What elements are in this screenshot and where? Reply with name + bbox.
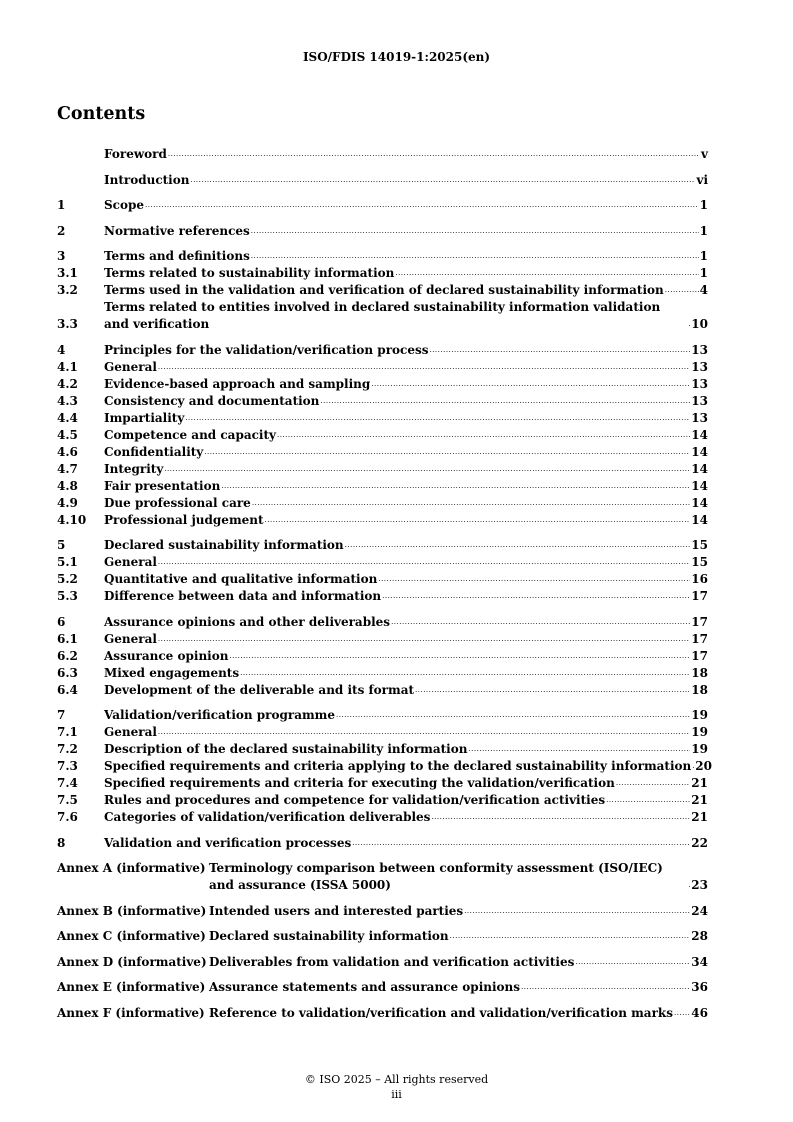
toc-entry-page: 14 xyxy=(691,478,708,493)
toc-entry[interactable] xyxy=(57,359,708,376)
page-title: Contents xyxy=(57,104,146,124)
toc-leader-dots xyxy=(265,514,691,526)
toc-entry-body xyxy=(104,614,708,631)
toc-entry[interactable] xyxy=(57,665,708,682)
toc-entry-number: 7.1 xyxy=(57,725,78,739)
toc-entry-number: 5.3 xyxy=(57,589,78,603)
toc-leader-dots xyxy=(575,956,690,968)
toc-annex-label: Annex F (informative) xyxy=(57,1005,205,1020)
toc-entry-body xyxy=(104,835,708,852)
toc-leader-dots xyxy=(688,318,690,330)
toc-entry-body xyxy=(104,537,708,554)
toc-entry-number: 4 xyxy=(57,342,66,357)
toc-entry-body xyxy=(104,342,708,359)
toc-entry-page: 36 xyxy=(691,980,708,994)
toc-entry-number: 4.4 xyxy=(57,410,78,425)
toc-entry-page: 13 xyxy=(691,393,708,408)
toc-entry-page: 28 xyxy=(691,929,708,943)
toc-entry[interactable] xyxy=(57,682,708,699)
toc-entry-page: 19 xyxy=(691,708,708,722)
toc-entry-body xyxy=(104,775,708,792)
toc-leader-dots xyxy=(158,633,690,645)
toc-entry-body xyxy=(104,554,708,571)
toc-entry-number: 4.7 xyxy=(57,461,78,476)
toc-entry-number: 4.9 xyxy=(57,495,78,510)
toc-entry-title: Validation/verification programme xyxy=(104,708,336,722)
toc-entry-title: General xyxy=(104,359,157,374)
toc-entry-number: 7.4 xyxy=(57,776,78,790)
toc-entry-number: 4.1 xyxy=(57,359,78,374)
toc-leader-dots xyxy=(521,981,690,993)
toc-entry[interactable] xyxy=(57,588,708,605)
table-of-contents xyxy=(57,146,712,1022)
toc-entry-body xyxy=(104,665,708,682)
toc-leader-dots xyxy=(251,225,699,237)
toc-entry-number: 6.1 xyxy=(57,631,78,646)
toc-leader-dots xyxy=(429,344,690,356)
toc-leader-dots xyxy=(164,463,690,475)
toc-entry-title: Assurance opinion xyxy=(104,648,229,663)
toc-entry-number: 3.3 xyxy=(57,317,78,331)
toc-entry-number: 5.2 xyxy=(57,572,78,586)
toc-entry-title: General xyxy=(104,725,157,739)
toc-entry-page: 17 xyxy=(691,589,708,603)
toc-entry[interactable] xyxy=(57,248,708,265)
toc-entry[interactable] xyxy=(57,614,708,631)
toc-entry[interactable] xyxy=(57,775,708,792)
toc-entry-title: Categories of validation/verification deliverables xyxy=(104,810,431,824)
toc-entry-number: 4.2 xyxy=(57,376,78,391)
toc-entry-page: 21 xyxy=(691,793,708,807)
toc-entry-body xyxy=(104,809,708,826)
toc-entry-number: 6 xyxy=(57,614,66,629)
toc-leader-dots xyxy=(616,777,690,789)
toc-leader-dots xyxy=(252,497,690,509)
toc-entry-number: 7.2 xyxy=(57,742,78,756)
toc-entry[interactable] xyxy=(57,172,708,189)
toc-entry-page: 13 xyxy=(691,376,708,391)
toc-entry[interactable] xyxy=(57,758,712,775)
toc-entry-body xyxy=(209,928,708,945)
toc-leader-dots xyxy=(336,709,690,721)
toc-annex-label: Annex B (informative) xyxy=(57,903,207,918)
toc-entry-title: Mixed engagements xyxy=(104,665,240,680)
toc-leader-dots xyxy=(468,743,690,755)
toc-entry-body xyxy=(104,648,708,665)
toc-entry-title: Difference between data and information xyxy=(104,589,382,603)
toc-entry-page: 1 xyxy=(699,223,708,238)
toc-leader-dots xyxy=(185,412,690,424)
toc-entry-page: 14 xyxy=(691,461,708,476)
toc-entry-title: Quantitative and qualitative information xyxy=(104,572,378,586)
toc-entry[interactable] xyxy=(57,393,708,410)
toc-entry-body xyxy=(104,427,708,444)
document-header: ISO/FDIS 14019-1:2025(en) xyxy=(302,50,491,64)
toc-entry-page: 20 xyxy=(695,759,712,773)
toc-entry[interactable] xyxy=(57,724,708,741)
toc-entry-title: General xyxy=(104,555,157,569)
toc-entry-title: Due professional care xyxy=(104,495,251,510)
toc-entry-number: 6.2 xyxy=(57,648,78,663)
toc-leader-dots xyxy=(378,573,690,585)
toc-entry-number: 4.3 xyxy=(57,393,78,408)
toc-entry-title: Description of the declared sustainability information xyxy=(104,742,468,756)
toc-entry-page: 13 xyxy=(691,342,708,357)
toc-entry-body xyxy=(209,860,708,894)
toc-entry[interactable] xyxy=(57,427,708,444)
toc-annex-label: Annex D (informative) xyxy=(57,954,207,969)
toc-leader-dots xyxy=(431,811,690,823)
toc-entry-title: Deliverables from validation and verification activities xyxy=(209,954,575,969)
toc-entry-title: Terms used in the validation and verification of declared sustainability information xyxy=(104,283,664,297)
toc-entry-page: 15 xyxy=(691,555,708,569)
toc-entry-title: Fair presentation xyxy=(104,478,221,493)
toc-entry-title: Confidentiality xyxy=(104,444,204,459)
toc-annex-entry[interactable] xyxy=(57,860,708,894)
toc-leader-dots xyxy=(221,480,690,492)
toc-entry-number: 3 xyxy=(57,249,66,263)
toc-entry[interactable] xyxy=(57,809,708,826)
toc-entry-title: Assurance statements and assurance opinions xyxy=(209,980,521,994)
toc-leader-dots xyxy=(395,267,698,279)
toc-entry[interactable] xyxy=(57,571,708,588)
toc-entry[interactable] xyxy=(57,376,708,393)
toc-entry[interactable] xyxy=(57,648,708,665)
toc-leader-dots xyxy=(158,361,690,373)
toc-entry-body xyxy=(209,1005,708,1022)
toc-entry-title: Validation and verification processes xyxy=(104,835,352,850)
toc-entry[interactable] xyxy=(57,410,708,427)
toc-entry[interactable] xyxy=(57,512,708,529)
toc-entry[interactable] xyxy=(57,741,708,758)
toc-entry[interactable] xyxy=(57,792,708,809)
toc-entry-title: Professional judgement xyxy=(104,512,264,527)
toc-entry-number: 7.5 xyxy=(57,793,78,807)
toc-entry-title: Assurance opinions and other deliverables xyxy=(104,614,391,629)
toc-entry-number: 6.4 xyxy=(57,682,78,697)
toc-entry-number: 3.2 xyxy=(57,283,78,297)
toc-entry-title: General xyxy=(104,631,157,646)
toc-entry-body xyxy=(104,282,708,299)
toc-leader-dots xyxy=(464,905,690,917)
toc-entry-number: 1 xyxy=(57,198,66,212)
toc-leader-dots xyxy=(665,284,699,296)
toc-entry-body xyxy=(104,792,708,809)
toc-entry-body xyxy=(104,741,708,758)
toc-entry-number: 5.1 xyxy=(57,555,78,569)
toc-annex-label: Annex E (informative) xyxy=(57,980,206,994)
toc-entry[interactable] xyxy=(57,223,708,240)
toc-entry-page: 17 xyxy=(691,648,708,663)
toc-entry-body xyxy=(104,478,708,495)
toc-entry-page: 19 xyxy=(691,725,708,739)
toc-entry-page: 19 xyxy=(691,742,708,756)
toc-entry[interactable] xyxy=(57,282,708,299)
toc-entry-title: Scope xyxy=(104,198,145,212)
toc-entry-title: Reference to validation/verification and validation/verification marks xyxy=(209,1005,673,1020)
toc-entry-body xyxy=(104,197,708,214)
toc-entry-title: Development of the deliverable and its format xyxy=(104,682,415,697)
toc-entry-page: 13 xyxy=(691,359,708,374)
toc-entry[interactable] xyxy=(57,265,708,282)
toc-entry-body xyxy=(104,495,708,512)
toc-annex-entry[interactable] xyxy=(57,954,708,971)
toc-entry-body xyxy=(104,359,708,376)
toc-entry-number: 4.6 xyxy=(57,444,78,459)
toc-entry-title: Normative references xyxy=(104,223,250,238)
toc-entry-body xyxy=(104,461,708,478)
toc-entry-page: 46 xyxy=(691,1005,708,1020)
toc-entry-title: Intended users and interested parties xyxy=(209,903,464,918)
toc-leader-dots xyxy=(190,174,695,186)
toc-entry-body xyxy=(104,265,708,282)
toc-entry-title: Terminology comparison between conformity assessment (ISO/IEC) and assurance (ISSA 5000) xyxy=(209,861,663,892)
toc-entry-title: Declared sustainability information xyxy=(209,929,449,943)
toc-entry-title: Impartiality xyxy=(104,410,185,425)
toc-entry[interactable] xyxy=(57,146,708,163)
toc-entry-number: 5 xyxy=(57,538,66,552)
toc-entry[interactable] xyxy=(57,707,708,724)
toc-entry-title: Terms related to entities involved in declared sustainability information validation and verification xyxy=(104,300,661,331)
toc-leader-dots xyxy=(229,650,690,662)
toc-entry-page: 22 xyxy=(691,835,708,850)
toc-entry-number: 7.6 xyxy=(57,810,78,824)
toc-annex-entry[interactable] xyxy=(57,903,708,920)
toc-entry-number: 7.3 xyxy=(57,759,78,773)
toc-entry[interactable] xyxy=(57,495,708,512)
toc-entry-body xyxy=(104,248,708,265)
toc-entry-title: Declared sustainability information xyxy=(104,538,344,552)
toc-entry-page: 21 xyxy=(691,776,708,790)
toc-entry-body xyxy=(209,954,708,971)
toc-entry-page: 14 xyxy=(691,444,708,459)
toc-entry-body xyxy=(104,571,708,588)
toc-entry-body xyxy=(104,376,708,393)
toc-entry-page: 1 xyxy=(699,266,708,280)
toc-entry-body xyxy=(104,682,708,699)
toc-entry-page: 23 xyxy=(691,878,708,892)
toc-entry-page: 13 xyxy=(691,410,708,425)
page-footer xyxy=(0,1072,793,1102)
toc-leader-dots xyxy=(345,539,691,551)
toc-entry-page: 15 xyxy=(691,538,708,552)
toc-entry-title: Rules and procedures and competence for validation/verification activities xyxy=(104,793,606,807)
toc-entry-body xyxy=(104,724,708,741)
toc-entry-body xyxy=(104,393,708,410)
toc-entry-number: 3.1 xyxy=(57,266,78,280)
toc-leader-dots xyxy=(277,429,690,441)
toc-entry-title: Terms and definitions xyxy=(104,249,250,263)
toc-entry-body xyxy=(104,410,708,427)
toc-leader-dots xyxy=(391,616,690,628)
toc-entry-body xyxy=(104,588,708,605)
toc-entry-number: 2 xyxy=(57,223,66,238)
toc-entry-body xyxy=(104,299,708,333)
toc-entry-page: 10 xyxy=(691,317,708,331)
toc-annex-entry[interactable] xyxy=(57,1005,708,1022)
toc-entry-body xyxy=(104,444,708,461)
toc-entry-title: Evidence-based approach and sampling xyxy=(104,376,371,391)
toc-entry-body xyxy=(104,707,708,724)
toc-entry-title: Competence and capacity xyxy=(104,427,276,442)
toc-leader-dots xyxy=(145,199,699,211)
toc-leader-dots xyxy=(450,930,691,942)
toc-entry-page: 18 xyxy=(691,682,708,697)
toc-entry-page: 17 xyxy=(691,631,708,646)
toc-entry-title: Specified requirements and criteria applying to the declared sustainability information xyxy=(104,759,692,773)
toc-entry-number: 8 xyxy=(57,835,66,850)
toc-entry-body xyxy=(209,979,708,996)
toc-entry[interactable] xyxy=(57,631,708,648)
toc-annex-label: Annex C (informative) xyxy=(57,929,206,943)
toc-entry[interactable] xyxy=(57,478,708,495)
toc-entry[interactable] xyxy=(57,197,708,214)
page-number: iii xyxy=(391,1088,402,1101)
toc-leader-dots xyxy=(240,667,690,679)
toc-entry[interactable] xyxy=(57,554,708,571)
toc-entry-number: 4.8 xyxy=(57,478,78,493)
toc-entry-title: Terms related to sustainability information xyxy=(104,266,395,280)
toc-entry-body xyxy=(209,903,708,920)
copyright-notice: © ISO 2025 – All rights reserved xyxy=(304,1073,489,1086)
toc-leader-dots xyxy=(204,446,690,458)
toc-entry-title: Principles for the validation/verification process xyxy=(104,342,429,357)
toc-entry-page: 24 xyxy=(691,903,708,918)
toc-leader-dots xyxy=(688,879,690,891)
toc-entry-title: Introduction xyxy=(104,172,190,187)
toc-leader-dots xyxy=(692,760,694,772)
toc-entry-title: Specified requirements and criteria for executing the validation/verification xyxy=(104,776,615,790)
toc-entry-body xyxy=(104,223,708,240)
toc-entry-body xyxy=(104,512,708,529)
toc-entry-page: 1 xyxy=(699,249,708,263)
toc-entry[interactable] xyxy=(57,342,708,359)
toc-leader-dots xyxy=(382,590,690,602)
toc-leader-dots xyxy=(158,726,690,738)
toc-entry-page: 14 xyxy=(691,512,708,527)
toc-entry-number: 4.10 xyxy=(57,512,87,527)
toc-entry-body xyxy=(104,172,708,189)
toc-leader-dots xyxy=(415,684,690,696)
toc-leader-dots xyxy=(251,250,699,262)
toc-entry-title: Integrity xyxy=(104,461,164,476)
toc-leader-dots xyxy=(371,378,690,390)
toc-entry-page: 1 xyxy=(699,198,708,212)
toc-annex-entry[interactable] xyxy=(57,979,708,996)
toc-entry-title: Consistency and documentation xyxy=(104,393,320,408)
toc-entry-page: 17 xyxy=(691,614,708,629)
toc-entry-page: v xyxy=(701,147,708,161)
toc-entry-number: 6.3 xyxy=(57,665,78,680)
toc-entry-number: 7 xyxy=(57,708,66,722)
toc-entry-body xyxy=(104,146,708,163)
toc-entry-title: Foreword xyxy=(104,147,167,161)
toc-entry[interactable] xyxy=(57,444,708,461)
toc-entry[interactable] xyxy=(57,299,708,333)
toc-entry-page: vi xyxy=(696,172,708,187)
toc-entry[interactable] xyxy=(57,537,708,554)
toc-entry[interactable] xyxy=(57,835,708,852)
toc-entry-body xyxy=(104,631,708,648)
toc-entry-page: 21 xyxy=(691,810,708,824)
toc-annex-label: Annex A (informative) xyxy=(57,861,206,875)
toc-entry-number: 4.5 xyxy=(57,427,78,442)
toc-leader-dots xyxy=(320,395,690,407)
toc-leader-dots xyxy=(168,148,700,160)
toc-entry[interactable] xyxy=(57,461,708,478)
toc-entry-page: 34 xyxy=(691,954,708,969)
toc-entry-body xyxy=(104,758,712,775)
toc-entry-page: 14 xyxy=(691,495,708,510)
toc-entry-page: 14 xyxy=(691,427,708,442)
toc-leader-dots xyxy=(674,1007,690,1019)
toc-entry-page: 4 xyxy=(699,283,708,297)
toc-leader-dots xyxy=(606,794,690,806)
toc-entry-page: 18 xyxy=(691,665,708,680)
toc-leader-dots xyxy=(158,556,690,568)
toc-annex-entry[interactable] xyxy=(57,928,708,945)
toc-entry-page: 16 xyxy=(691,572,708,586)
toc-leader-dots xyxy=(352,837,690,849)
